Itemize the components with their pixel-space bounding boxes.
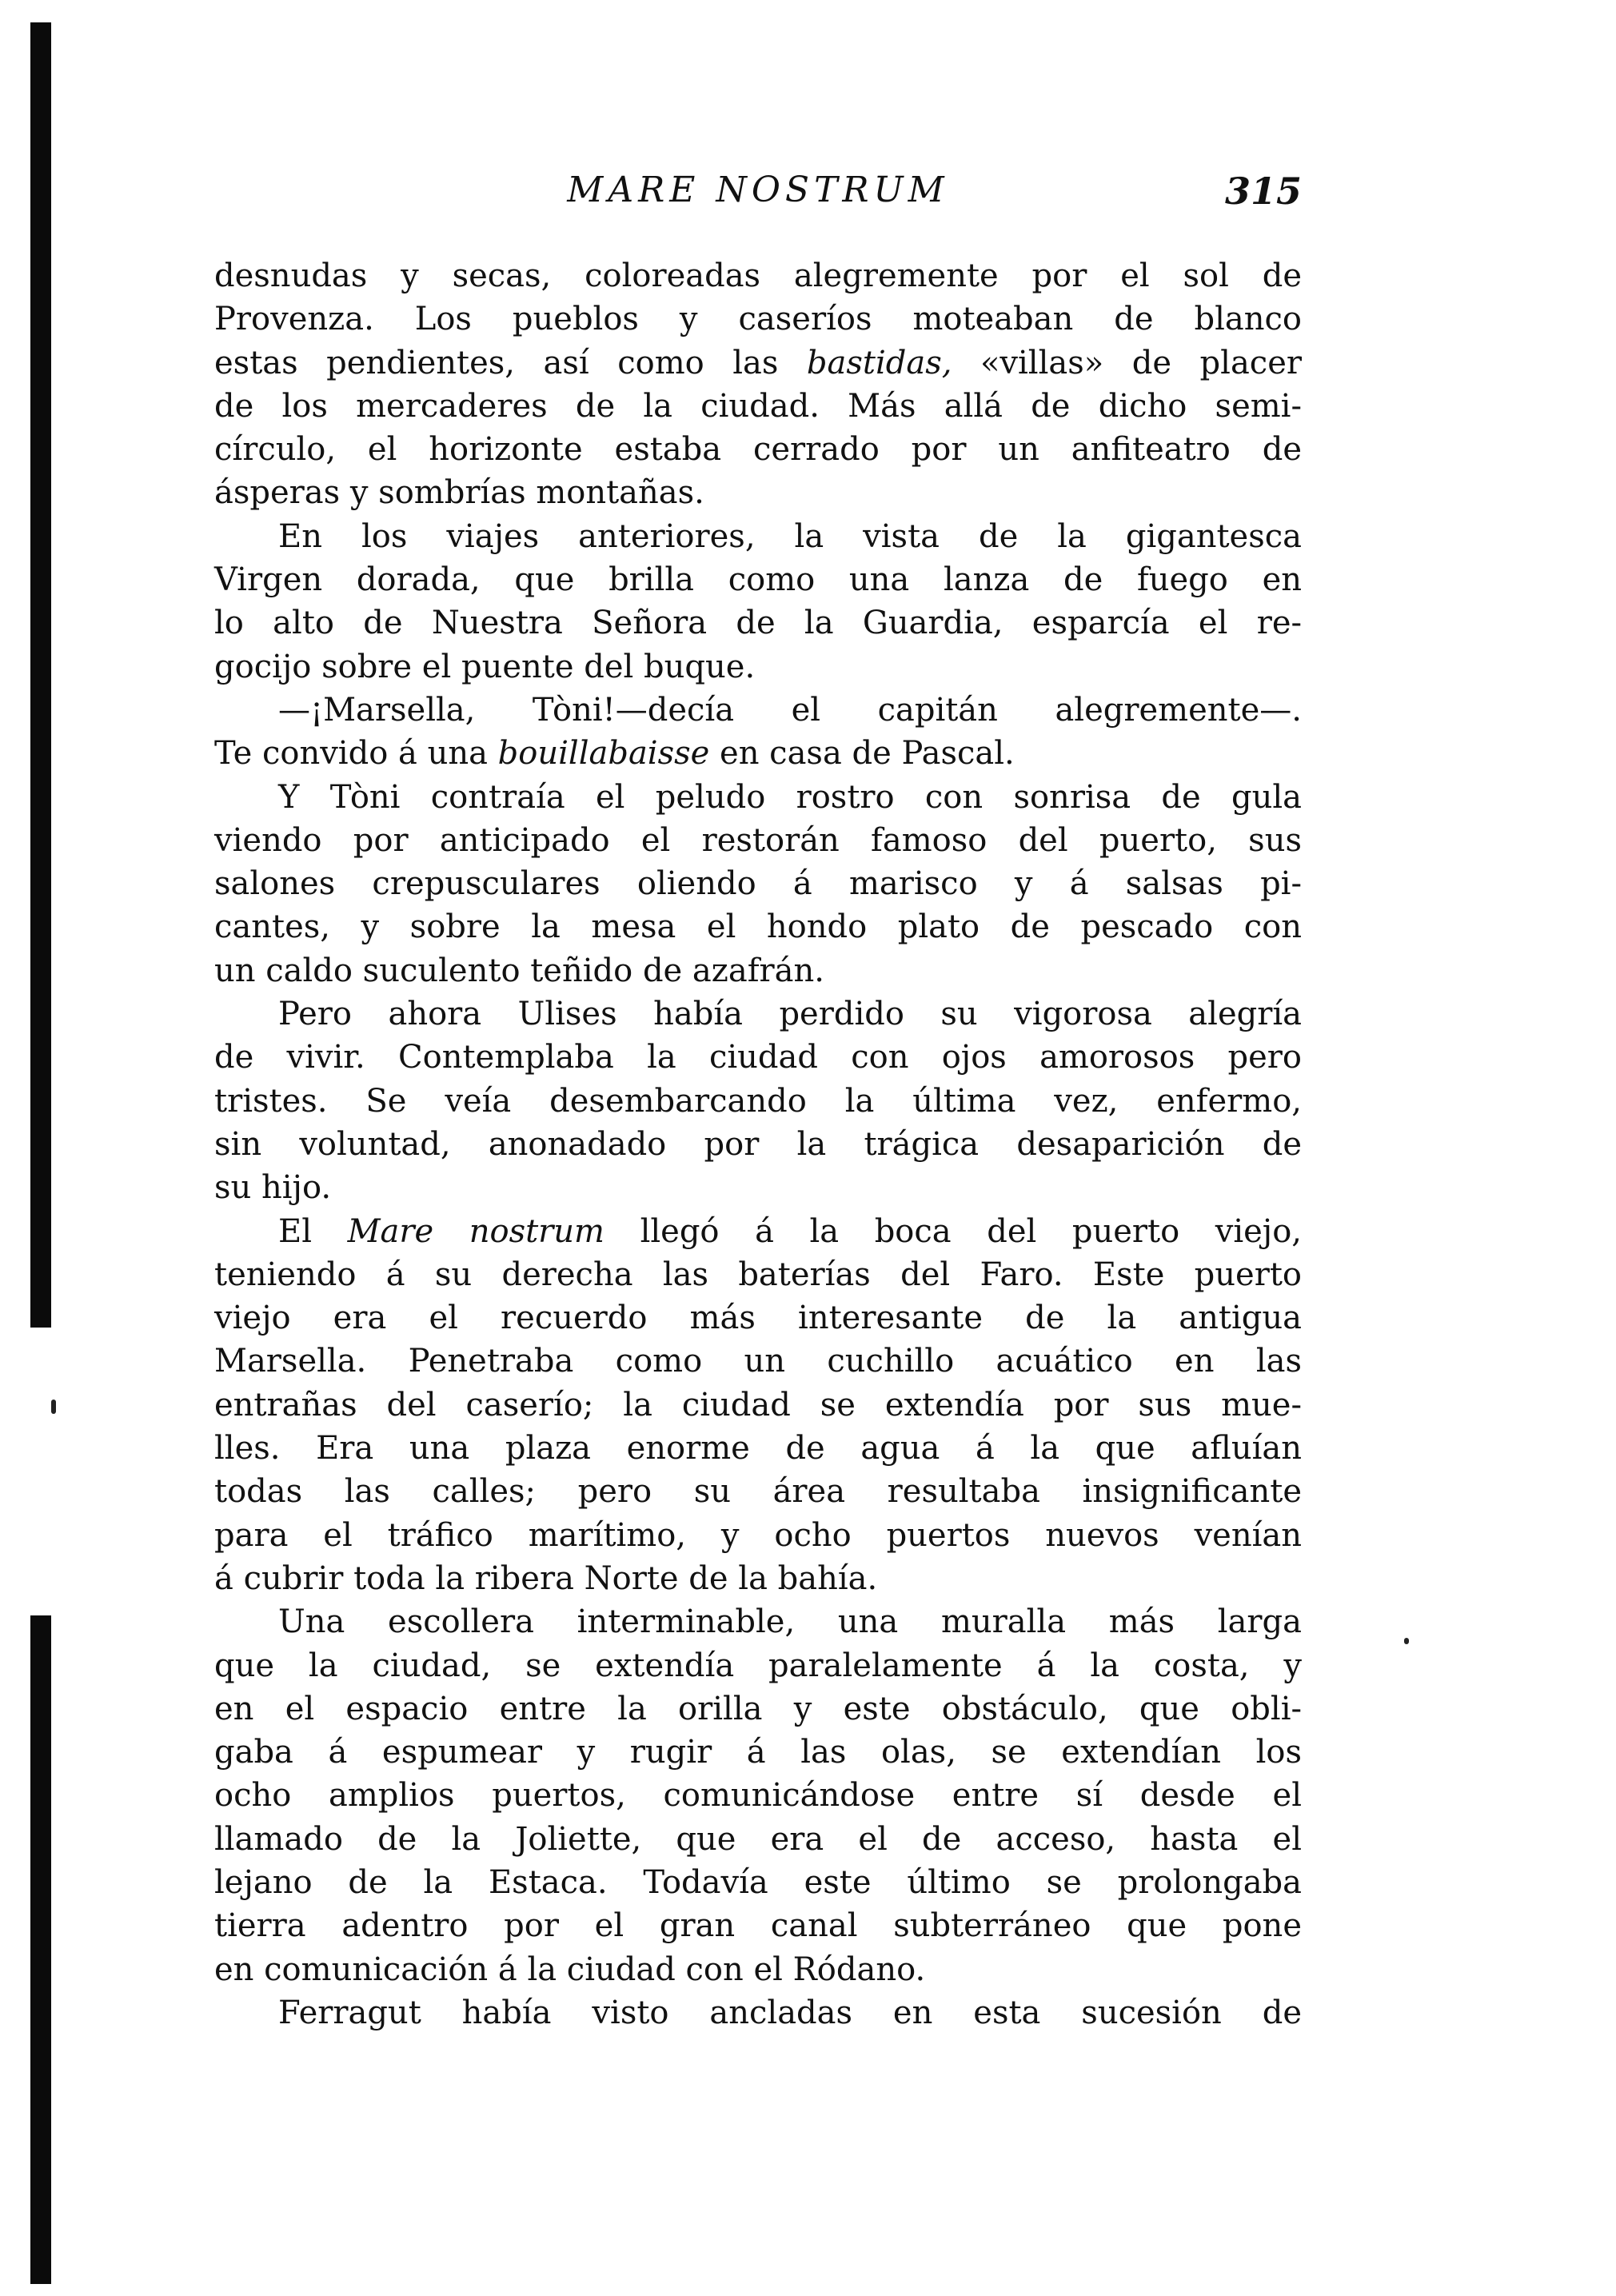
paragraph-start: El Mare nostrum llegó á la boca del puerto viejo,: [278, 1212, 1302, 1250]
paragraph-start: Una escollera interminable, una muralla más larga: [278, 1603, 1302, 1641]
text-line: sin voluntad, anonadado por la trágica desaparición de: [214, 1125, 1302, 1163]
text-line: llamado de la Joliette, que era el de acceso, hasta el: [214, 1820, 1302, 1858]
page-binding-shadow-lower: [30, 1615, 51, 2284]
text-line: lejano de la Estaca. Todavía este último se prolongaba: [214, 1863, 1302, 1901]
text-line: su hijo.: [214, 1169, 332, 1207]
text-line: de vivir. Contemplaba la ciudad con ojos amorosos pero: [214, 1039, 1302, 1076]
text-line: lles. Era una plaza enorme de agua á la que afluían: [214, 1430, 1302, 1467]
text-line: Virgen dorada, que brilla como una lanza de fuego en: [214, 561, 1302, 599]
body-text: [214, 254, 1302, 2034]
margin-speck: [1404, 1638, 1409, 1644]
text-line: cantes, y sobre la mesa el hondo plato de pescado con: [214, 908, 1302, 946]
text-line: ásperas y sombrías montañas.: [214, 474, 704, 512]
text-line: á cubrir toda la ribera Norte de la bahía.: [214, 1559, 878, 1597]
paragraph-start: Y Tòni contraía el peludo rostro con sonrisa de gula: [278, 778, 1302, 816]
italic-term: Mare nostrum: [347, 1212, 605, 1250]
text-line: estas pendientes, así como las bastidas, «villas» de placer: [214, 344, 1302, 381]
text-line: viejo era el recuerdo más interesante de la antigua: [214, 1300, 1302, 1337]
text-line: entrañas del caserío; la ciudad se extendía por sus mue-: [214, 1386, 1302, 1424]
text-line: lo alto de Nuestra Señora de la Guardia, esparcía el re-: [214, 605, 1302, 642]
text-line: que la ciudad, se extendía paralelamente á la costa, y: [214, 1647, 1302, 1684]
text-line: salones crepusculares oliendo á marisco y á salsas pi-: [214, 865, 1302, 903]
running-title: MARE NOSTRUM: [567, 170, 949, 210]
paragraph-start: En los viajes anteriores, la vista de la gigantesca: [278, 517, 1302, 555]
text-line: de los mercaderes de la ciudad. Más allá de dicho semi-: [214, 387, 1302, 425]
text-line: todas las calles; pero su área resultaba insignificante: [214, 1473, 1302, 1511]
text-line: teniendo á su derecha las baterías del Faro. Este puerto: [214, 1256, 1302, 1293]
italic-term: bastidas,: [806, 344, 952, 381]
text-line: Te convido á una bouillabaisse en casa de Pascal.: [214, 735, 1015, 773]
text-line: ocho amplios puertos, comunicándose entre sí desde el: [214, 1777, 1302, 1815]
text-line: viendo por anticipado el restorán famoso del puerto, sus: [214, 821, 1302, 859]
page-number: 315: [1224, 170, 1302, 213]
text-line: desnudas y secas, coloreadas alegremente por el sol de: [214, 258, 1302, 294]
paragraph-start: Pero ahora Ulises había perdido su vigorosa alegría: [278, 996, 1302, 1033]
text-line: Marsella. Penetraba como un cuchillo acuático en las: [214, 1343, 1302, 1380]
text-line: tierra adentro por el gran canal subterráneo que pone: [214, 1907, 1302, 1945]
paragraph-start: Ferragut había visto ancladas en esta sucesión de: [278, 1994, 1302, 2031]
text-line: Provenza. Los pueblos y caseríos moteaban de blanco: [214, 301, 1302, 338]
text-line: en el espacio entre la orilla y este obstáculo, que obli-: [214, 1690, 1302, 1727]
text-line: gocijo sobre el puente del buque.: [214, 648, 756, 685]
text-line: gaba á espumear y rugir á las olas, se extendían los: [214, 1734, 1302, 1771]
text-line: en comunicación á la ciudad con el Ródano.: [214, 1951, 926, 1988]
italic-term: bouillabaisse: [497, 735, 710, 773]
paragraph-start: —¡Marsella, Tòni!—decía el capitán alegremente—.: [278, 691, 1302, 729]
page-header: [214, 170, 1302, 218]
text-line: para el tráfico marítimo, y ocho puertos nuevos venían: [214, 1516, 1302, 1554]
text-line: un caldo suculento teñido de azafrán.: [214, 952, 824, 989]
text-line: círculo, el horizonte estaba cerrado por un anfiteatro de: [214, 431, 1302, 469]
margin-speck: [51, 1400, 56, 1414]
text-line: tristes. Se veía desembarcando la última vez, enfermo,: [214, 1082, 1302, 1120]
page-binding-shadow-upper: [30, 22, 51, 1328]
